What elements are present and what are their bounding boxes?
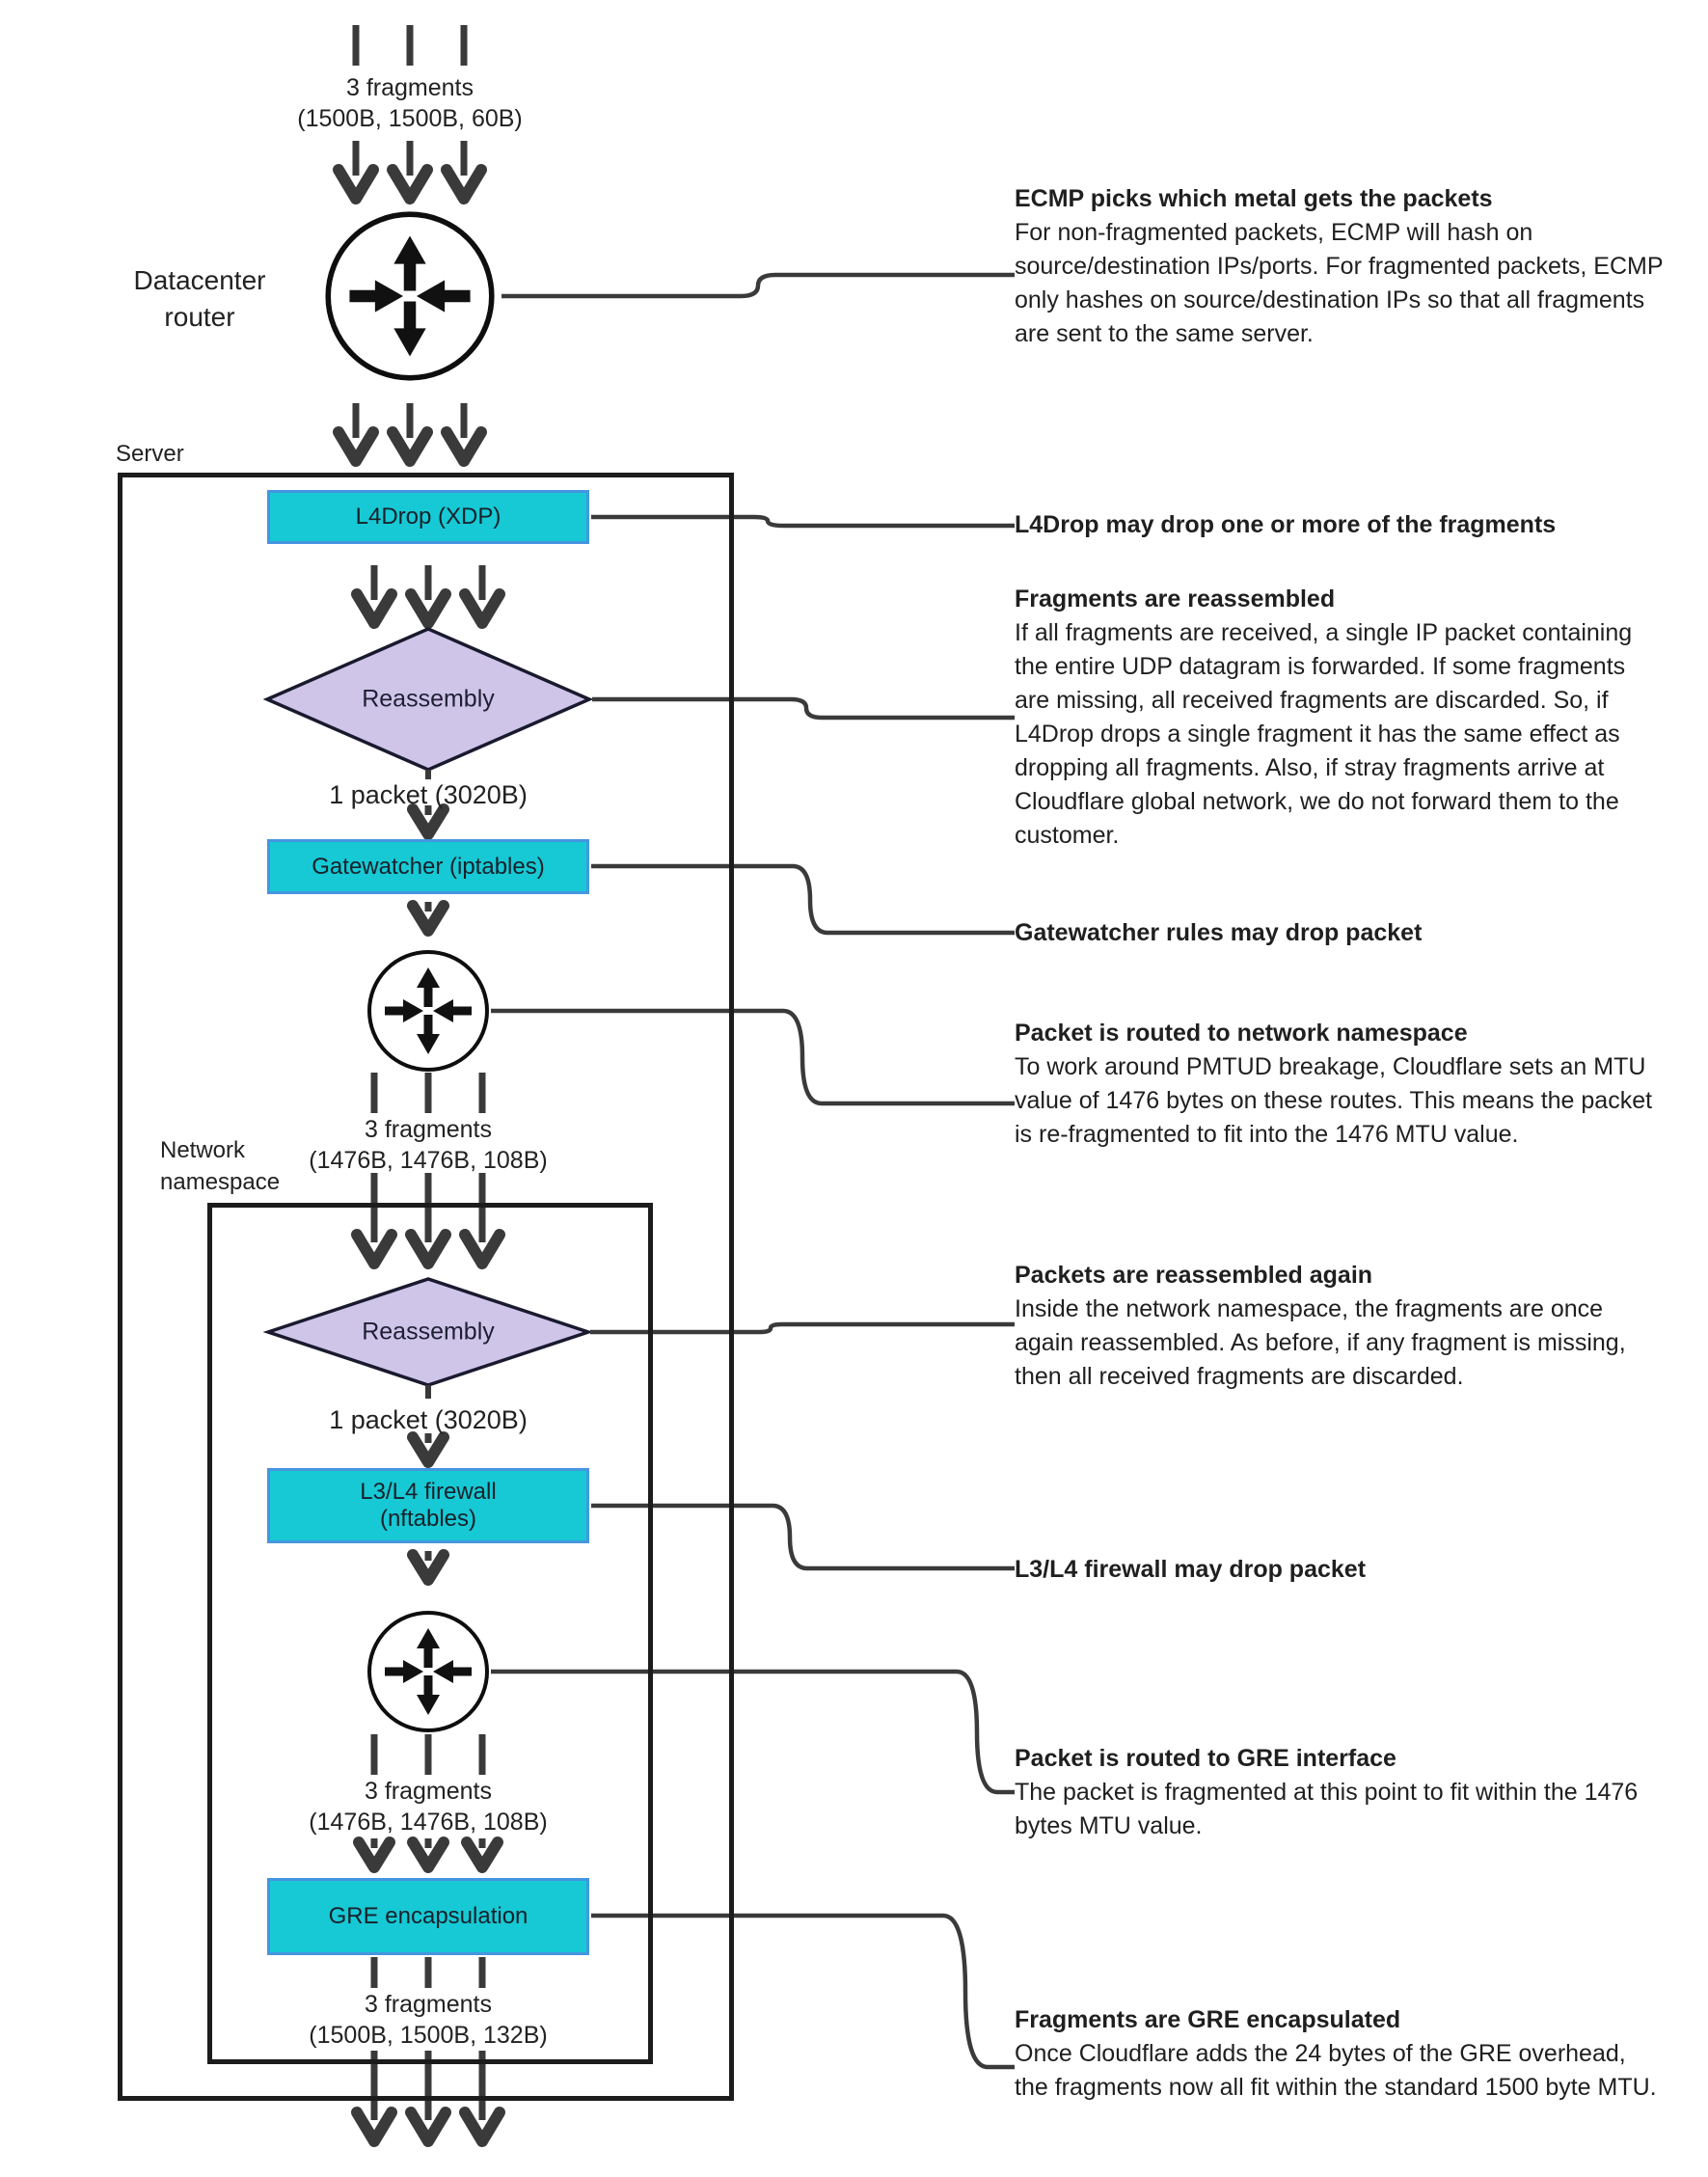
annotation-title: L4Drop may drop one or more of the fragments (1015, 511, 1557, 538)
annotation-title: L3/L4 firewall may drop packet (1015, 1556, 1367, 1583)
gre-box (267, 1878, 589, 1955)
gatewatcher-box-label: Gatewatcher (iptables) (312, 853, 545, 880)
outgoing-fragments-count: 3 fragments (364, 1991, 493, 2018)
packet-label-1: 1 packet (3020B) (329, 780, 528, 809)
annotation-title: Packet is routed to GRE interface (1015, 1745, 1396, 1772)
annotation-reassembled-again (1015, 1259, 1666, 1394)
annotation-title: Packets are reassembled again (1015, 1262, 1373, 1289)
incoming-fragments-count: 3 fragments (345, 74, 474, 101)
gatewatcher-box (267, 839, 589, 894)
annotation-ecmp (1015, 182, 1666, 351)
router-to-server-arrows (339, 403, 481, 461)
annotation-body: For non-fragmented packets, ECMP will hash on source/destination IPs/ports. For fragmented packets, ECMP only hashes on source/destination IPs so that all fragments are sent to the same server. (1015, 219, 1664, 347)
annotation-title: Fragments are reassembled (1015, 585, 1336, 612)
incoming-fragments-sizes: (1500B, 1500B, 60B) (297, 105, 523, 132)
l4drop-box-label: L4Drop (XDP) (355, 503, 502, 530)
annotation-title: Fragments are GRE encapsulated (1015, 2006, 1401, 2033)
annotation-gatewatcher (1015, 916, 1666, 950)
gre-box-label: GRE encapsulation (328, 1903, 529, 1929)
annotation-gre-interface (1015, 1742, 1666, 1843)
server-label: Server (116, 441, 184, 467)
annotation-l4drop (1015, 508, 1666, 542)
packet-label-2: 1 packet (3020B) (329, 1405, 528, 1434)
annotation-firewall (1015, 1553, 1666, 1587)
firewall-box (267, 1468, 589, 1543)
annotation-body: To work around PMTUD breakage, Cloudflare sets an MTU value of 1476 bytes on these routes. This means the packet is re-fragmented to fit into the 1476 MTU value. (1015, 1053, 1653, 1148)
namespace-fragments-count: 3 fragments (364, 1116, 493, 1143)
datacenter-router-label: Datacenter router (133, 265, 266, 332)
gre-fragments-sizes: (1476B, 1476B, 108B) (309, 1809, 548, 1836)
network-namespace-label: Network namespace (160, 1137, 281, 1195)
reassembly-2-label: Reassembly (362, 1318, 495, 1346)
incoming-fragment-dashes (356, 25, 464, 66)
firewall-box-label-line1: L3/L4 firewall (360, 1479, 497, 1505)
annotation-body: Once Cloudflare adds the 24 bytes of the GRE overhead, the fragments now all fit within the standard 1500 byte MTU. (1015, 2040, 1657, 2101)
gre-fragments-count: 3 fragments (364, 1778, 493, 1805)
incoming-fragment-arrows (339, 141, 481, 199)
datacenter-router-icon (328, 214, 492, 378)
outgoing-fragments-sizes: (1500B, 1500B, 132B) (309, 2022, 548, 2049)
reassembly-1-label: Reassembly (362, 685, 495, 713)
firewall-box-label-line2: (nftables) (379, 1506, 477, 1532)
annotation-reassembled (1015, 583, 1666, 853)
annotation-gre-encapsulated (1015, 2003, 1666, 2105)
annotation-title: Packet is routed to network namespace (1015, 1020, 1468, 1047)
annotation-title: ECMP picks which metal gets the packets (1015, 185, 1493, 212)
annotation-title: Gatewatcher rules may drop packet (1015, 919, 1423, 946)
annotation-body: Inside the network namespace, the fragments are once again reassembled. As before, if any fragment is missing, then all received fragments are discarded. (1015, 1295, 1626, 1390)
annotation-routed-namespace (1015, 1017, 1666, 1152)
namespace-fragments-sizes: (1476B, 1476B, 108B) (309, 1147, 548, 1174)
annotation-body: If all fragments are received, a single IP packet containing the entire UDP datagram is forwarded. If some fragments are missing, all received fragments are discarded. So, if L4Drop drops a single fragment it has the same effect as dropping all fragments. Also, if stray fragments arrive at Cloudflare global network, we do not forward them to the customer. (1015, 619, 1633, 849)
annotation-body: The packet is fragmented at this point to fit within the 1476 bytes MTU value. (1015, 1779, 1639, 1839)
l4drop-box (267, 490, 589, 544)
